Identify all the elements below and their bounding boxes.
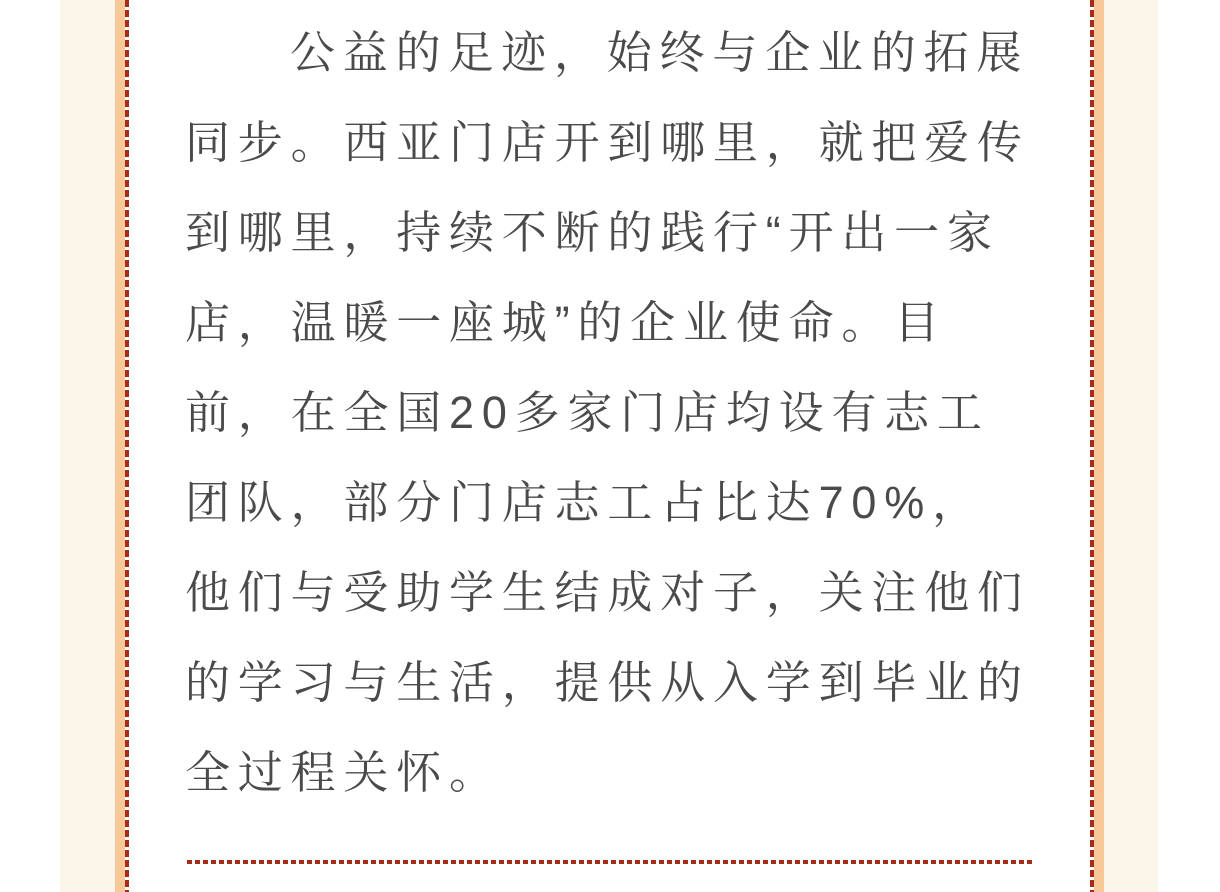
left-cream-band — [60, 0, 115, 892]
left-page-margin — [0, 0, 60, 892]
red-dashed-divider — [187, 860, 1033, 864]
right-cream-band — [1104, 0, 1158, 892]
left-orange-strip — [115, 0, 125, 892]
article-content-area — [129, 0, 1090, 892]
article-paragraph: 公益的足迹，始终与企业的拓展同步。西亚门店开到哪里，就把爱传到哪里，持续不断的践行“开出一家店，温暖一座城”的企业使命。目前，在全国20多家门店均设有志工团队，部分门店志工占比达70%，他们与受助学生结成对子，关注他们的学习与生活，提供从入学到毕业的全过程关怀。 — [185, 27, 1030, 798]
right-page-margin — [1158, 0, 1220, 892]
right-orange-strip — [1094, 0, 1104, 892]
